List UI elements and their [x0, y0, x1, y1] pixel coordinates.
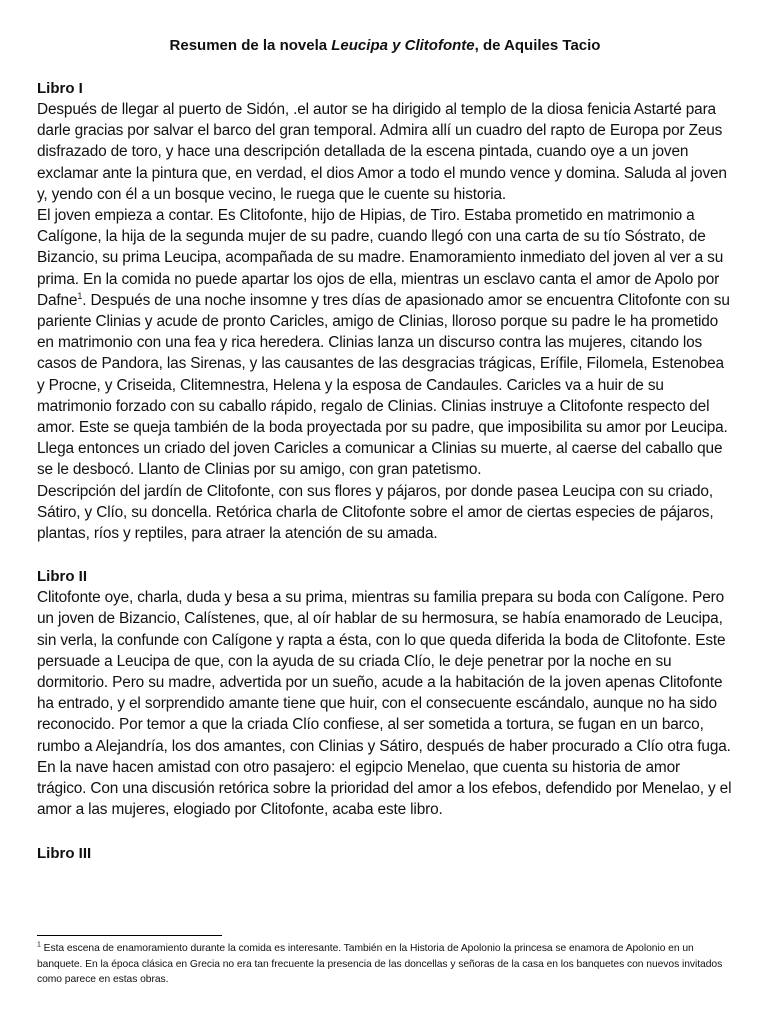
footnote	[37, 941, 733, 988]
book-1-paragraph-2-part-b: . Después de una noche insomne y tres días de apasionado amor se encuentra Clitofonte con su pariente Clinias y acude de pronto Caricles, amigo de Clinias, lloroso porque su padre le ha prometido en matrimonio con una fea y rica heredera. Clinias lanza un discurso contra las mujeres, citando los casos de Pandora, las Sirenas, y las causantes de las desgracias trágicas, Erífile, Filomela, Estenobea y Procne, y Criseida, Clitemnestra, Helena y la esposa de Candaules. Caricles va a huir de su matrimonio forzado con su caballo rápido, regalo de Clinias. Clinias instruye a Clitofonte respecto del amor. Este se queja también de la boda proyectada por su padre, que imposibilita su amor por Leucipa. Llega entonces un criado del joven Caricles a comunicar a Clinias su muerte, al caerse del caballo que se le desbocó. Llanto de Clinias por su amigo, con gran patetismo.	[37, 291, 730, 479]
document-title	[37, 36, 733, 56]
book-1-paragraph-1: Después de llegar al puerto de Sidón, .el autor se ha dirigido al templo de la diosa fenicia Astarté para darle gracias por salvar el barco del gran temporal. Admira allí un cuadro del rapto de Europa por Zeus disfrazado de toro, y hace una descripción detallada de la escena pintada, cuando oye a un joven exclamar ante la pintura que, en verdad, el dios Amor a todo el mundo vence y domina. Saluda al joven y, yendo con él a un bosque vecino, le ruega que le cuente su historia.	[37, 101, 727, 203]
title-text-author: , de Aquiles Tacio	[474, 37, 601, 54]
book-1-paragraph-2-part-a: El joven empieza a contar. Es Clitofonte, hijo de Hipias, de Tiro. Estaba prometido en matrimonio a Calígone, la hija de la segunda mujer de su padre, cuando llegó con una carta de su tío Sóstrato, de Bizancio, su prima Leucipa, acompañada de su madre. Enamoramiento inmediato del joven al ver a su prima. En la comida no puede apartar los ojos de ella, mientras un esclavo canta el amor de Apolo por Dafne	[37, 207, 724, 309]
book-1-paragraph-3: Descripción del jardín de Clitofonte, con sus flores y pájaros, por donde pasea Leucipa con su criado, Sátiro, y Clío, su doncella. Retórica charla de Clitofonte sobre el amor de ciertas especies de pájaros, plantas, ríos y reptiles, para atraer la atención de su amada.	[37, 482, 714, 543]
footnote-reference[interactable]: 1	[77, 290, 83, 301]
section-spacer	[37, 544, 733, 566]
title-text: Resumen de la novela	[169, 37, 332, 54]
section-spacer	[37, 821, 733, 843]
footnote-marker: 1	[37, 941, 41, 949]
footnote-separator	[37, 935, 222, 936]
book-2-paragraph-1: Clitofonte oye, charla, duda y besa a su prima, mientras su familia prepara su boda con Calígone. Pero un joven de Bizancio, Calístenes, que, al oír hablar de su hermosura, se había enamorado de Leucipa, sin verla, la confunde con Calígone y rapta a ésta, con lo que queda diferida la boda de Clitofonte. Este persuade a Leucipa de que, con la ayuda de su criada Clío, le deje penetrar por la noche en su dormitorio. Pero su madre, advertida por un sueño, acude a la habitación de la joven apenas Clitofonte ha entrado, y el sorprendido amante tiene que huir, con el consecuente escándalo, aunque no ha sido reconocido. Por temor a que la criada Clío confiese, al ser sometida a tortura, se fugan en un barco, rumbo a Alejandría, los dos amantes, con Clinias y Sátiro, después de haber procurado a Clío otra fuga. En la nave hacen amistad con otro pasajero: el egipcio Menelao, que cuenta su historia de amor trágico. Con una discusión retórica sobre la prioridad del amor a los efebos, defendido por Menelao, y el amor a las mujeres, elogiado por Clitofonte, acaba este libro.	[37, 589, 732, 819]
book-1-paragraph-2	[37, 205, 733, 481]
book-1-heading: Libro I	[37, 80, 83, 97]
book-3-heading: Libro III	[37, 844, 92, 862]
book-2-heading: Libro II	[37, 568, 87, 586]
footnote-text: Esta escena de enamoramiento durante la comida es interesante. También en la Historia de Apolonio la princesa se enamora de Apolonio en un banquete. En la época clásica en Grecia no era tan frecuente la presencia de las doncellas y señoras de la casa en los banquetes con nuevos invitados como parece en estas obras.	[37, 943, 723, 985]
title-italic-work-name: Leucipa y Clitofonte	[331, 37, 475, 54]
document-page	[37, 36, 733, 864]
